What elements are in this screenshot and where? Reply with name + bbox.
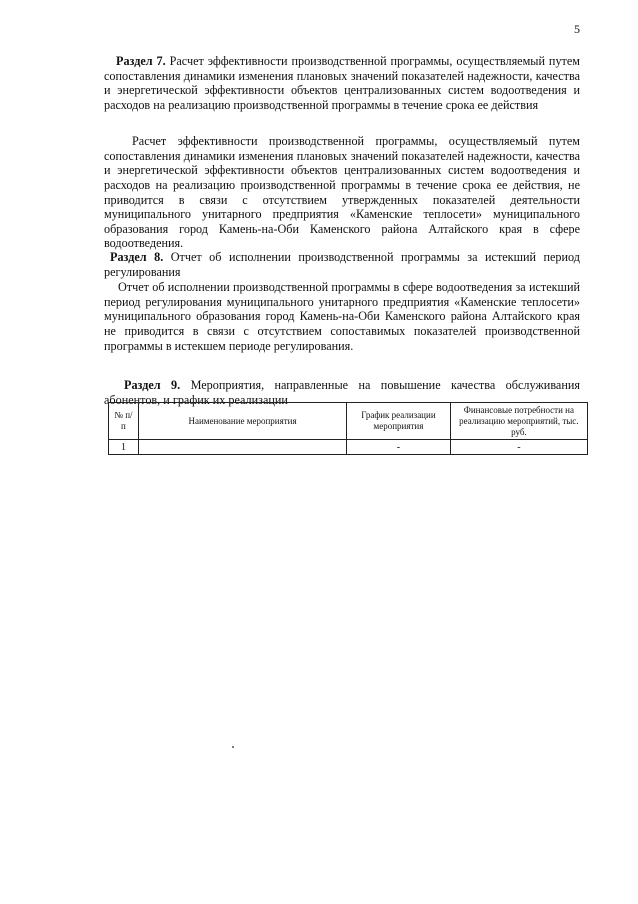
section8-title: Отчет об исполнении производственной программы за истекший период регулирования	[104, 250, 580, 279]
cell-schedule: -	[347, 440, 451, 455]
measures-table	[108, 402, 588, 455]
header-num: № п/п	[109, 403, 139, 440]
section7-heading	[104, 54, 580, 112]
page-number: 5	[574, 22, 580, 36]
section8-heading	[104, 250, 580, 279]
cell-name	[138, 440, 346, 455]
section7-title: Расчет эффективности производственной программы, осуществляемый путем сопоставления динамики изменения плановых значений показателей надежности, качества и энергетической эффективности объектов централизованных систем водоотведения и расходов на реализацию производственной программы в течение срока ее действия	[104, 54, 580, 112]
scan-speck	[232, 746, 234, 748]
section8-body: Отчет об исполнении производственной программы в сфере водоотведения за истекший период регулирования муниципального унитарного предприятия «Каменские теплосети» муниципального образования город Камень-на-Оби Каменского района Алтайского края не приводится в связи с отсутствием сопоставимых показателей производственной программы в истекшем периоде регулирования.	[104, 280, 580, 353]
section9-title: Мероприятия, направленные на повышение качества обслуживания абонентов, и график их реализации	[104, 378, 580, 407]
table-header-row	[109, 403, 588, 440]
cell-finance: -	[450, 440, 587, 455]
header-schedule: График реализации мероприятия	[347, 403, 451, 440]
section7-label: Раздел 7.	[116, 54, 166, 69]
section8-label: Раздел 8.	[110, 250, 164, 265]
section7-body: Расчет эффективности производственной программы, осуществляемый путем сопоставления динамики изменения плановых значений показателей надежности, качества и энергетической эффективности объектов централизованных систем водоотведения и расходов на реализацию производственной программы в течение срока ее действия, не приводится в связи с отсутствием утвержденных показателей деятельности муниципального унитарного предприятия «Каменские теплосети» муниципального образования город Камень-на-Оби Каменского района Алтайского края в сфере водоотведения.	[104, 134, 580, 251]
section9-label: Раздел 9.	[124, 378, 181, 393]
table-row	[109, 440, 588, 455]
header-name: Наименование мероприятия	[138, 403, 346, 440]
cell-num: 1	[109, 440, 139, 455]
header-finance: Финансовые потребности на реализацию мероприятий, тыс. руб.	[450, 403, 587, 440]
